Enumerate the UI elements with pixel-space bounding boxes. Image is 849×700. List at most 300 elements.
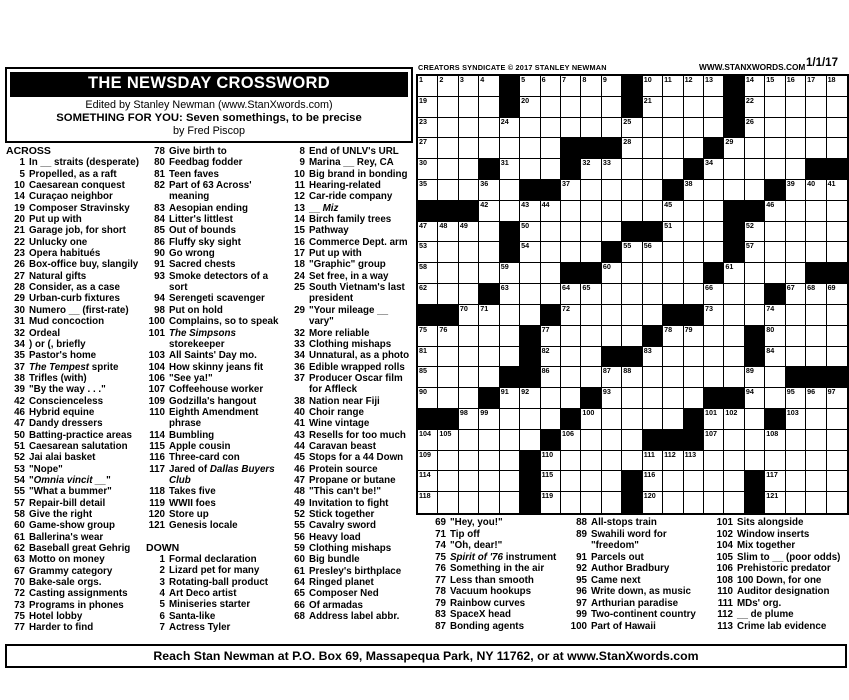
grid-cell: [561, 430, 581, 451]
clue-text: Box-office buy, slangily: [29, 259, 139, 271]
clue-text: Birch family trees: [309, 214, 392, 226]
grid-cell: [602, 471, 622, 492]
grid-cell: [684, 367, 704, 388]
grid-cell: [724, 138, 744, 159]
clue-text: Propane or butane: [309, 474, 396, 486]
clue-text: __ Miz: [309, 202, 339, 214]
grid-cell: [806, 118, 826, 139]
grid-cell: [561, 180, 581, 201]
clue-number: 32: [294, 327, 305, 339]
cell-number: 28: [623, 137, 632, 147]
clue-number: 113: [717, 620, 733, 632]
clue-text: Aesopian ending: [169, 202, 248, 214]
clue-text: Ringed planet: [309, 577, 374, 589]
grid-cell: [745, 367, 765, 388]
clue-number: 81: [154, 168, 165, 180]
clue-down-105: [709, 552, 847, 564]
cell-number: 120: [643, 491, 656, 501]
clue-text: Santa-like: [169, 610, 216, 622]
grid-cell-black: [520, 367, 540, 388]
clue-down-66: [286, 600, 415, 611]
grid-cell: [500, 471, 520, 492]
clue-across-62: [6, 543, 140, 554]
clue-across-5: [6, 169, 140, 180]
grid-cell: [561, 388, 581, 409]
cell-number: 58: [419, 262, 427, 272]
grid-cell-black: [500, 367, 520, 388]
grid-cell: [786, 138, 806, 159]
clue-down-48: [286, 486, 415, 497]
grid-cell: [520, 118, 540, 139]
cell-number: 3: [459, 75, 464, 84]
clue-down-4: [146, 588, 280, 599]
clue-down-110: [709, 586, 847, 598]
grid-cell: [459, 76, 479, 97]
clue-number: 96: [576, 586, 587, 597]
clue-number: 21: [14, 225, 25, 237]
grid-cell: [622, 159, 642, 180]
clue-number: 83: [435, 609, 446, 620]
grid-cell: [827, 430, 847, 451]
clue-down-60: [286, 554, 415, 565]
clue-number: 94: [154, 293, 165, 305]
grid-cell-black: [500, 242, 520, 263]
grid-cell: [827, 118, 847, 139]
clue-down-45: [286, 452, 415, 463]
grid-cell: [500, 201, 520, 222]
clue-down-44: [286, 441, 415, 452]
clue-text: Takes five: [169, 486, 216, 498]
grid-cell: [827, 222, 847, 243]
grid-cell-black: [622, 347, 642, 368]
clue-across-104: [146, 362, 280, 373]
clue-across-101: [146, 328, 280, 351]
grid-cell: [581, 305, 601, 326]
clue-across-73: [6, 600, 140, 611]
clue-text: Parcels out: [591, 551, 644, 563]
cell-number: 4: [480, 75, 485, 84]
cell-number: 10: [643, 75, 652, 84]
grid-cell: [561, 305, 581, 326]
clue-number: 46: [294, 463, 305, 475]
clue-number: 68: [294, 611, 305, 623]
grid-cell: [827, 201, 847, 222]
clue-number: 92: [576, 563, 587, 574]
cell-number: 18: [827, 75, 836, 84]
grid-cell: [541, 118, 561, 139]
grid-cell: [418, 222, 438, 243]
clue-text: Put up with: [29, 214, 82, 226]
grid-cell: [581, 201, 601, 222]
grid-cell: [541, 76, 561, 97]
grid-cell: [765, 326, 785, 347]
clue-text: Hearing-related: [309, 180, 381, 192]
grid-cell: [561, 201, 581, 222]
clue-number: 115: [149, 440, 165, 452]
clue-down-33: [286, 339, 415, 350]
cell-number: 1: [419, 75, 423, 84]
clue-across-109: [146, 396, 280, 407]
grid-cell: [418, 471, 438, 492]
grid-cell: [827, 326, 847, 347]
clue-down-18: [286, 259, 415, 270]
clue-text: Mud concoction: [29, 316, 105, 328]
clue-number: 64: [294, 577, 305, 589]
clue-down-96: [565, 586, 707, 598]
clue-number: 56: [294, 531, 305, 543]
clue-number: 85: [154, 225, 165, 237]
clue-down-87: [424, 621, 564, 633]
clue-text: Consider, as a case: [29, 282, 120, 294]
grid-cell: [459, 367, 479, 388]
clue-number: 71: [435, 528, 446, 540]
clue-number: 90: [154, 248, 165, 260]
cell-number: 80: [766, 324, 775, 334]
grid-cell: [520, 76, 540, 97]
grid-cell: [643, 388, 663, 409]
grid-cell-black: [745, 326, 765, 347]
cell-number: 38: [684, 179, 693, 189]
clue-number: 49: [294, 497, 305, 509]
clue-text: Miniseries starter: [169, 599, 251, 611]
grid-cell: [418, 492, 438, 513]
cell-number: 69: [827, 283, 836, 293]
clue-number: 110: [717, 586, 733, 597]
grid-cell: [765, 367, 785, 388]
clue-text: Baseball great Gehrig: [29, 543, 131, 555]
clue-down-89: [565, 529, 707, 552]
grid-cell: [438, 242, 458, 263]
grid-cell: [602, 492, 622, 513]
clue-text: Choir range: [309, 406, 364, 418]
clue-number: 17: [294, 248, 305, 260]
grid-cell: [704, 180, 724, 201]
clue-down-112: [709, 609, 847, 621]
clue-down-55: [286, 520, 415, 531]
clue-across-118: [146, 486, 280, 497]
grid-cell: [479, 367, 499, 388]
clue-across-121: [146, 520, 280, 531]
grid-cell: [663, 263, 683, 284]
clue-text: Producer Oscar film for Affleck: [309, 372, 403, 396]
clue-text: Less than smooth: [450, 574, 534, 586]
clue-number: 1: [159, 554, 165, 566]
grid-cell: [827, 451, 847, 472]
grid-cell: [663, 76, 683, 97]
grid-cell: [602, 159, 622, 180]
cell-number: 59: [500, 262, 509, 272]
grid-cell: [643, 118, 663, 139]
grid-cell-black: [520, 492, 540, 513]
grid-cell-black: [684, 430, 704, 451]
clue-number: 86: [154, 236, 165, 248]
clue-down-77: [424, 575, 564, 587]
grid-cell: [438, 76, 458, 97]
clue-number: 24: [294, 270, 305, 282]
grid-cell: [561, 471, 581, 492]
cell-number: 14: [745, 75, 754, 84]
grid-cell: [643, 180, 663, 201]
clue-text: Big brand in bonding: [309, 168, 408, 180]
grid-cell: [684, 118, 704, 139]
grid-cell: [745, 242, 765, 263]
cell-number: 68: [807, 283, 816, 293]
clue-number: 52: [14, 452, 25, 464]
clue-text: Trifles (with): [29, 372, 87, 384]
grid-cell: [520, 201, 540, 222]
clue-text: Of armadas: [309, 599, 363, 611]
grid-cell: [520, 97, 540, 118]
cell-number: 19: [419, 95, 427, 105]
grid-cell: [827, 347, 847, 368]
clue-across-51: [6, 441, 140, 452]
clue-number: 10: [294, 168, 305, 180]
grid-cell: [520, 138, 540, 159]
grid-cell: [684, 451, 704, 472]
grid-cell: [643, 492, 663, 513]
clue-across-47: [6, 418, 140, 429]
cell-number: 111: [643, 449, 655, 459]
grid-cell: [684, 222, 704, 243]
clue-number: 53: [14, 463, 25, 475]
cell-number: 55: [623, 241, 632, 251]
grid-cell: [765, 492, 785, 513]
grid-cell: [786, 284, 806, 305]
clue-number: 62: [14, 543, 25, 555]
grid-cell: [438, 284, 458, 305]
clue-text: Wine vintage: [309, 418, 370, 430]
grid-cell-black: [561, 263, 581, 284]
grid-cell: [418, 180, 438, 201]
clue-down-113: [709, 621, 847, 633]
grid-cell: [602, 222, 622, 243]
grid-cell: [479, 263, 499, 284]
grid-cell-black: [541, 305, 561, 326]
grid-cell: [704, 305, 724, 326]
cell-number: 49: [459, 220, 468, 230]
clue-number: 100: [148, 316, 165, 328]
grid-cell-black: [827, 159, 847, 180]
clue-text: Rotating-ball product: [169, 576, 269, 588]
clue-text: Prehistoric predator: [737, 563, 831, 574]
grid-cell-black: [724, 97, 744, 118]
grid-cell: [765, 159, 785, 180]
cell-number: 78: [664, 324, 673, 334]
clue-number: 38: [294, 395, 305, 407]
grid-cell: [684, 326, 704, 347]
grid-cell: [786, 471, 806, 492]
page-title: THE NEWSDAY CROSSWORD: [10, 72, 408, 97]
grid-cell: [806, 451, 826, 472]
grid-cell: [663, 118, 683, 139]
clue-across-86: [146, 237, 280, 248]
clue-number: 31: [14, 316, 25, 328]
grid-cell-black: [602, 347, 622, 368]
grid-cell: [500, 159, 520, 180]
grid-cell: [786, 492, 806, 513]
clue-number: 101: [716, 517, 733, 528]
grid-cell: [827, 242, 847, 263]
cell-number: 32: [582, 158, 591, 168]
grid-cell-black: [684, 159, 704, 180]
clue-text: Set free, in a way: [309, 270, 389, 282]
cell-number: 101: [705, 407, 717, 417]
grid-cell: [663, 222, 683, 243]
clue-text: Go wrong: [169, 248, 215, 260]
grid-cell: [724, 284, 744, 305]
clue-down-79: [424, 598, 564, 610]
grid-cell: [806, 347, 826, 368]
cell-number: 26: [745, 116, 754, 126]
clue-text: How skinny jeans fit: [169, 361, 264, 373]
clue-text: "Hey, you!": [450, 517, 503, 528]
grid-cell: [479, 180, 499, 201]
grid-cell: [684, 242, 704, 263]
grid-cell: [479, 138, 499, 159]
clue-across-53: [6, 464, 140, 475]
clue-across-23: [6, 248, 140, 259]
clue-text: Smoke detectors of a sort: [169, 270, 269, 294]
grid-cell: [479, 242, 499, 263]
grid-cell: [765, 305, 785, 326]
clue-number: 104: [716, 540, 733, 551]
grid-cell: [459, 305, 479, 326]
clue-text: Cavalry sword: [309, 520, 376, 532]
clue-text: "What a bummer": [29, 486, 112, 498]
grid-cell: [500, 451, 520, 472]
clue-text: The Tempest sprite: [29, 361, 119, 373]
grid-cell-black: [561, 138, 581, 159]
clue-number: 23: [14, 248, 25, 260]
grid-cell: [500, 388, 520, 409]
cell-number: 56: [643, 241, 652, 251]
clue-number: 116: [149, 452, 165, 464]
clue-text: Three-card con: [169, 452, 240, 464]
grid-cell: [745, 409, 765, 430]
clue-across-61: [6, 532, 140, 543]
grid-cell: [459, 471, 479, 492]
grid-cell-black: [520, 326, 540, 347]
grid-cell: [663, 388, 683, 409]
grid-cell: [479, 430, 499, 451]
clue-number: 110: [149, 406, 165, 418]
cell-number: 99: [480, 407, 489, 417]
grid-cell: [581, 471, 601, 492]
grid-cell-black: [622, 222, 642, 243]
clue-number: 75: [435, 551, 446, 563]
clue-number: 107: [148, 384, 165, 396]
grid-cell: [663, 138, 683, 159]
cell-number: 9: [602, 75, 607, 84]
clue-text: Actress Tyler: [169, 622, 231, 634]
clue-text: Give birth to: [169, 146, 227, 157]
clue-text: Numero __ (first-rate): [29, 304, 129, 316]
clue-number: 83: [154, 202, 165, 214]
grid-cell: [704, 326, 724, 347]
clue-text: Dandy dressers: [29, 418, 103, 430]
clue-text: Hotel lobby: [29, 611, 83, 623]
grid-cell: [704, 76, 724, 97]
grid-cell: [541, 138, 561, 159]
grid-cell: [561, 97, 581, 118]
grid-cell: [704, 242, 724, 263]
cell-number: 25: [623, 116, 632, 126]
grid-cell: [806, 430, 826, 451]
clue-across-114: [146, 430, 280, 441]
clue-down-56: [286, 532, 415, 543]
clue-text: Caravan beast: [309, 440, 376, 452]
cell-number: 91: [500, 387, 509, 397]
clue-text: Conscienceless: [29, 395, 104, 407]
clue-number: 5: [159, 599, 165, 611]
clue-across-38: [6, 373, 140, 384]
cell-number: 33: [602, 158, 611, 168]
clue-across-30: [6, 305, 140, 316]
clue-down-106: [709, 563, 847, 575]
grid-cell: [765, 201, 785, 222]
grid-cell-black: [459, 201, 479, 222]
grid-cell: [643, 409, 663, 430]
cell-number: 2: [439, 75, 444, 84]
grid-cell-black: [684, 409, 704, 430]
cell-number: 79: [684, 324, 693, 334]
grid-cell: [561, 367, 581, 388]
clue-across-34: [6, 339, 140, 350]
clue-text: Vacuum hookups: [450, 586, 532, 597]
grid-cell: [806, 326, 826, 347]
clue-number: 4: [159, 588, 165, 600]
clue-down-47: [286, 475, 415, 486]
clue-number: 47: [294, 474, 305, 486]
grid-cell: [806, 222, 826, 243]
clue-down-37: [286, 373, 415, 396]
cell-number: 46: [766, 199, 775, 209]
grid-cell: [786, 118, 806, 139]
clue-number: 95: [576, 574, 587, 586]
clue-down-99: [565, 609, 707, 621]
clue-text: "See ya!": [169, 372, 213, 384]
clue-across-72: [6, 588, 140, 599]
grid-cell: [684, 284, 704, 305]
clue-text: The Simpsons storekeeper: [169, 327, 236, 350]
clue-text: Natural gifts: [29, 270, 87, 282]
cell-number: 98: [459, 407, 468, 417]
grid-cell: [418, 138, 438, 159]
clue-across-98: [146, 305, 280, 316]
grid-cell: [663, 409, 683, 430]
grid-cell: [622, 409, 642, 430]
cell-number: 70: [459, 303, 468, 313]
grid-cell-black: [724, 242, 744, 263]
clue-down-16: [286, 237, 415, 248]
cell-number: 48: [439, 220, 448, 230]
clue-down-100: [565, 621, 707, 633]
grid-cell: [418, 118, 438, 139]
grid-cell-black: [561, 159, 581, 180]
clue-text: Car-ride company: [309, 191, 393, 203]
cell-number: 72: [562, 303, 570, 313]
clue-number: 65: [294, 588, 305, 600]
clue-text: End of UNLV's URL: [309, 146, 399, 157]
clue-column-2: [146, 146, 280, 633]
grid-cell: [438, 451, 458, 472]
clue-text: Harder to find: [29, 622, 94, 634]
grid-cell: [622, 367, 642, 388]
grid-cell: [643, 367, 663, 388]
clue-down-32: [286, 328, 415, 339]
grid-cell: [765, 118, 785, 139]
grid-cell-black: [520, 451, 540, 472]
